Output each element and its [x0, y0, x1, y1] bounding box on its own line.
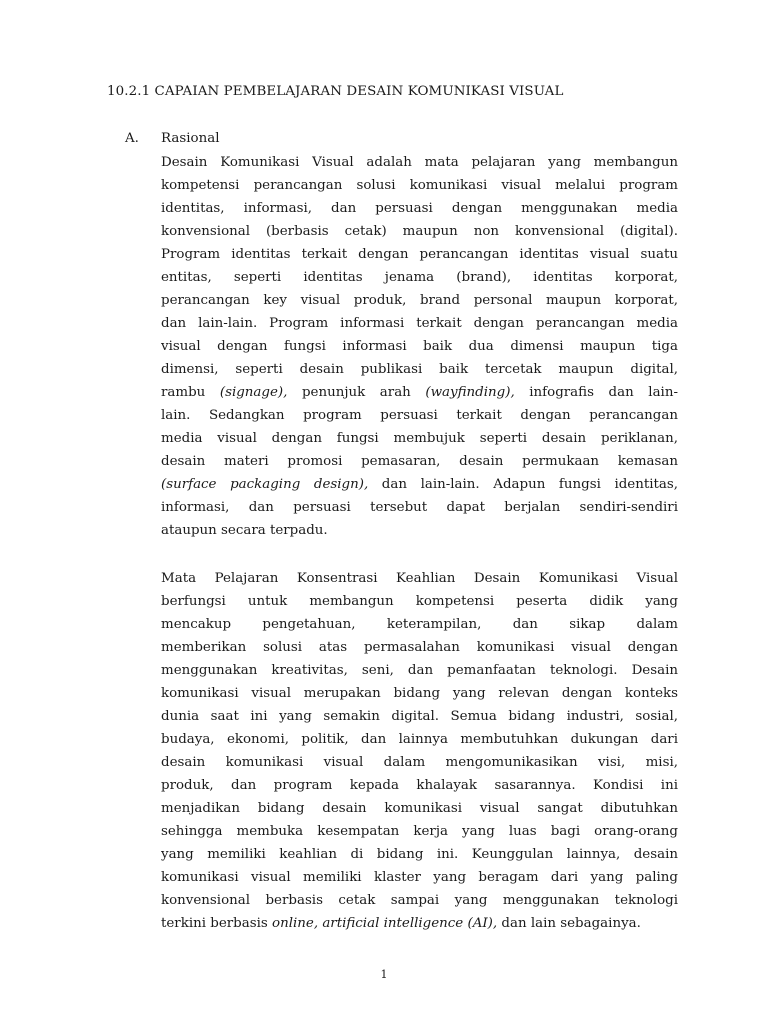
text-line: menjadikan bidang desain komunikasi visual sangat dibutuhkan: [161, 801, 678, 816]
text-line: rambu (signage), penunjuk arah (wayfinding), infografis dan lain-: [161, 385, 678, 400]
text-line: dunia saat ini yang semakin digital. Semua bidang industri, sosial,: [161, 709, 678, 724]
text-line: kompetensi perancangan solusi komunikasi visual melalui program: [161, 178, 678, 193]
italic-term: online, artificial intelligence (AI),: [272, 916, 498, 931]
text-line: mencakup pengetahuan, keterampilan, dan sikap dalam: [161, 617, 678, 632]
italic-term: (wayfinding),: [425, 385, 515, 400]
text-line: desain komunikasi visual dalam mengomunikasikan visi, misi,: [161, 755, 678, 770]
text-line: komunikasi visual memiliki klaster yang beragam dari yang paling: [161, 870, 678, 885]
text-line: komunikasi visual merupakan bidang yang relevan dengan konteks: [161, 686, 678, 701]
text-line: dan lain-lain. Program informasi terkait dengan perancangan media: [161, 316, 678, 331]
text-line: sehingga membuka kesempatan kerja yang luas bagi orang-orang: [161, 824, 678, 839]
italic-term: (surface packaging design),: [161, 477, 369, 492]
text-line: Mata Pelajaran Konsentrasi Keahlian Desain Komunikasi Visual: [161, 571, 678, 586]
text-line: konvensional (berbasis cetak) maupun non konvensional (digital).: [161, 224, 678, 239]
text-line: entitas, seperti identitas jenama (brand), identitas korporat,: [161, 270, 678, 285]
text-line: terkini berbasis online, artificial intelligence (AI), dan lain sebagainya.: [161, 916, 641, 931]
text-line: Desain Komunikasi Visual adalah mata pelajaran yang membangun: [161, 155, 678, 170]
italic-term: (signage),: [219, 385, 288, 400]
text-line: identitas, informasi, dan persuasi dengan menggunakan media: [161, 201, 678, 216]
text-line: visual dengan fungsi informasi baik dua dimensi maupun tiga: [161, 339, 678, 354]
text-line: memberikan solusi atas permasalahan komunikasi visual dengan: [161, 640, 678, 655]
text-line: desain materi promosi pemasaran, desain permukaan kemasan: [161, 454, 678, 469]
text-line: Program identitas terkait dengan perancangan identitas visual suatu: [161, 247, 678, 262]
text-line: berfungsi untuk membangun kompetensi peserta didik yang: [161, 594, 678, 609]
paragraph-rasional-2: [161, 567, 678, 935]
text-line: dimensi, seperti desain publikasi baik tercetak maupun digital,: [161, 362, 678, 377]
text-line: media visual dengan fungsi membujuk seperti desain periklanan,: [161, 431, 678, 446]
text-line: menggunakan kreativitas, seni, dan pemanfaatan teknologi. Desain: [161, 663, 678, 678]
text-line: (surface packaging design), dan lain-lain. Adapun fungsi identitas,: [161, 477, 678, 492]
page-number: 1: [380, 968, 388, 981]
text-line: konvensional berbasis cetak sampai yang menggunakan teknologi: [161, 893, 678, 908]
text-line: perancangan key visual produk, brand personal maupun korporat,: [161, 293, 678, 308]
text-line: budaya, ekonomi, politik, dan lainnya membutuhkan dukungan dari: [161, 732, 678, 747]
text-line: yang memiliki keahlian di bidang ini. Keunggulan lainnya, desain: [161, 847, 678, 862]
subsection-title: Rasional: [161, 131, 220, 146]
text-line: lain. Sedangkan program persuasi terkait dengan perancangan: [161, 408, 678, 423]
text-line: produk, dan program kepada khalayak sasarannya. Kondisi ini: [161, 778, 678, 793]
text-line: ataupun secara terpadu.: [161, 523, 328, 538]
paragraph-rasional-1: [161, 151, 678, 542]
subsection-label: A.: [125, 131, 139, 146]
text-line: informasi, dan persuasi tersebut dapat berjalan sendiri-sendiri: [161, 500, 678, 515]
section-heading: 10.2.1 CAPAIAN PEMBELAJARAN DESAIN KOMUNIKASI VISUAL: [107, 84, 564, 99]
